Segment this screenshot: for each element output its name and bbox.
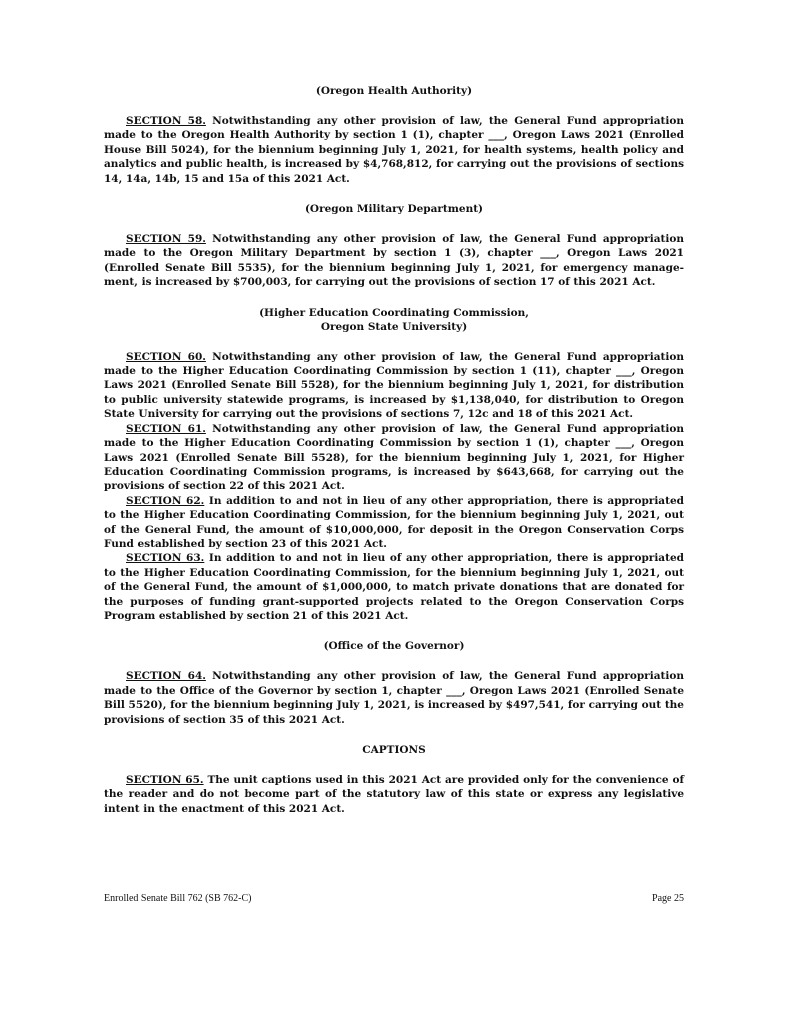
section-heading [104,639,684,653]
section-text: Notwithstanding any other provision of law, the General Fund appropriation made to the Oregon Military Department by section 1 (3), chapter ___, Oregon Laws 2021 (Enrolled Senate Bill 5535), for the biennium beginning July 1, 2021, for emergency management, is increased by $700,003, for carrying out the provisions of section 17 of this 2021 Act. [104,233,684,289]
section-number: SECTION 62. [126,494,205,507]
section-heading-line: (Oregon Health Authority) [315,85,473,97]
section-paragraph [104,422,684,494]
section-number: SECTION 59. [126,233,206,246]
footer-bill-id: Enrolled Senate Bill 762 (SB 762-C) [104,893,252,904]
section-number: SECTION 58. [126,115,206,127]
section-heading [104,306,684,334]
section-heading-line: (Higher Education Coordinating Commission, [259,306,529,319]
section-number: SECTION 60. [126,350,206,363]
section-heading-line: Oregon State University) [320,320,468,333]
section-paragraph [104,114,684,186]
section-text: Notwithstanding any other provision of law, the General Fund appropriation made to the Higher Education Coordinating Commission by section 1 (1), chapter ___, Oregon Laws 2021 (Enrolled Senate Bill 5528), for the biennium beginning July 1, 2021, for Higher Education Coordinating Commission programs, is increased by $643,668, for carrying out the provisions of section 22 of this 2021 Act. [104,422,684,493]
section-text: The unit captions used in this 2021 Act are provided only for the convenience of the reader and do not become part of the statutory law of this state or express any legislative intent in the enactment of this 2021 Act. [104,774,684,815]
section-number: SECTION 61. [126,422,206,435]
section-heading-line: CAPTIONS [362,744,426,756]
section-paragraph [104,494,684,552]
section-number: SECTION 63. [126,552,205,565]
section-text: Notwithstanding any other provision of law, the General Fund appropriation made to the Office of the Governor by section 1, chapter ___, Oregon Laws 2021 (Enrolled Senate Bill 5520), for the biennium beginning July 1, 2021, is increased by $497,541, for carrying out the provisions of section 35 of this 2021 Act. [104,670,684,726]
section-heading [104,202,684,216]
section-text: In addition to and not in lieu of any other appropriation, there is appropriated to the Higher Education Coordinating Commission, for the biennium beginning July 1, 2021, out of the General Fund, the amount of $1,000,000, to match private donations that are donated for the purposes of funding grant-supported projects related to the Oregon Conservation Corps Program established by section 21 of this 2021 Act. [104,552,684,622]
document-page [104,84,684,832]
section-text: In addition to and not in lieu of any other appropriation, there is appropriated to the Higher Education Coordinating Commission, for the biennium beginning July 1, 2021, out of the General Fund, the amount of $10,000,000, for deposit in the Oregon Conservation Corps Fund established by section 23 of this 2021 Act. [104,494,684,550]
section-heading [104,743,684,757]
section-heading-line: (Oregon Military Department) [304,203,484,216]
section-paragraph [104,232,684,290]
section-paragraph [104,669,684,727]
section-number: SECTION 65. [126,774,204,786]
section-heading [104,84,684,98]
section-paragraph [104,773,684,816]
section-number: SECTION 64. [126,670,206,683]
section-paragraph [104,350,684,422]
section-heading-line: (Office of the Governor) [323,640,465,653]
section-text: Notwithstanding any other provision of law, the General Fund appropriation made to the Higher Education Coordinating Commission by section 1 (11), chapter ___, Oregon Laws 2021 (Enrolled Senate Bill 5528), for the biennium beginning July 1, 2021, for distribution to public university statewide programs, is increased by $1,138,040, for distribution to Oregon State University for carrying out the provisions of sections 7, 12c and 18 of this 2021 Act. [104,350,684,421]
section-text: Notwithstanding any other provision of law, the General Fund appropriation made to the Oregon Health Authority by section 1 (1), chapter ___, Oregon Laws 2021 (Enrolled House Bill 5024), for the biennium beginning July 1, 2021, for health systems, health policy and analytics and public health, is increased by $4,768,812, for carrying out the provisions of sections 14, 14a, 14b, 15 and 15a of this 2021 Act. [104,115,684,185]
section-paragraph [104,551,684,623]
footer-page-number: Page 25 [652,893,684,904]
